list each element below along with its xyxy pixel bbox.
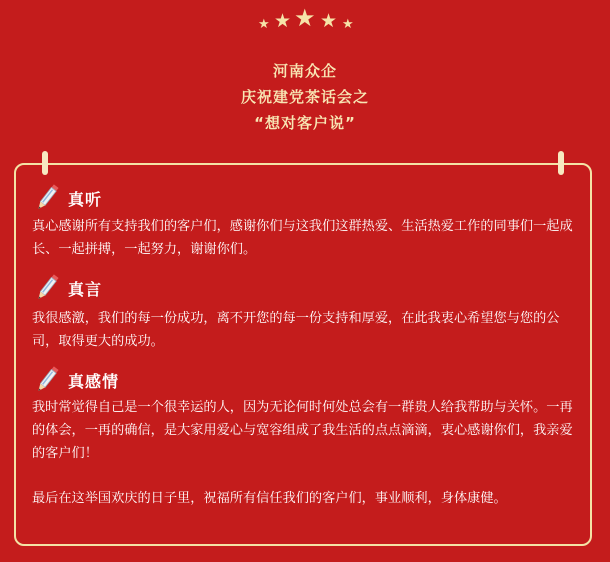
pen-icon — [34, 365, 60, 395]
section-header-zhenyan — [34, 273, 102, 303]
card-pin-left — [42, 151, 48, 175]
section-title: 真言 — [68, 279, 103, 299]
header-line-2: 庆祝建党茶话会之 — [240, 88, 369, 106]
header-line-1: 河南众企 — [272, 62, 337, 80]
card-pin-right — [558, 151, 564, 175]
star-icon: ★ — [258, 17, 270, 32]
star-icon: ★ — [274, 10, 292, 32]
section-title: 真听 — [68, 189, 103, 209]
section-header-zhenganqing — [34, 365, 119, 395]
header-title-block — [0, 58, 610, 136]
section-title: 真感情 — [68, 371, 120, 391]
header-line-3: “想对客户说” — [254, 114, 356, 132]
star-icon: ★ — [294, 4, 316, 32]
closing-text: 最后在这举国欢庆的日子里，祝福所有信任我们的客户们，事业顺利，身体康健。 — [32, 491, 507, 506]
star-icon: ★ — [320, 10, 338, 32]
section-text: 我很感激，我们的每一份成功，离不开您的每一份支持和厚爱，在此我衷心希望您与您的公司，取得更大的成功。 — [32, 311, 560, 349]
star-icon: ★ — [342, 17, 354, 32]
message-card — [14, 163, 592, 546]
section-text: 真心感谢所有支持我们的客户们，感谢你们与这我们这群热爱、生活热爱工作的同事们一起成长、一起拼搏，一起努力，谢谢你们。 — [32, 219, 573, 257]
pen-icon — [34, 183, 60, 213]
section-text: 我时常觉得自己是一个很幸运的人，因为无论何时何处总会有一群贵人给我帮助与关怀。一再的体会，一再的确信，是大家用爱心与宽容组成了我生活的点点滴滴，衷心感谢你们，我亲爱的客户们！ — [32, 400, 573, 461]
pen-icon — [34, 273, 60, 303]
stars-decoration — [0, 6, 610, 36]
section-header-zhenting — [34, 183, 102, 213]
